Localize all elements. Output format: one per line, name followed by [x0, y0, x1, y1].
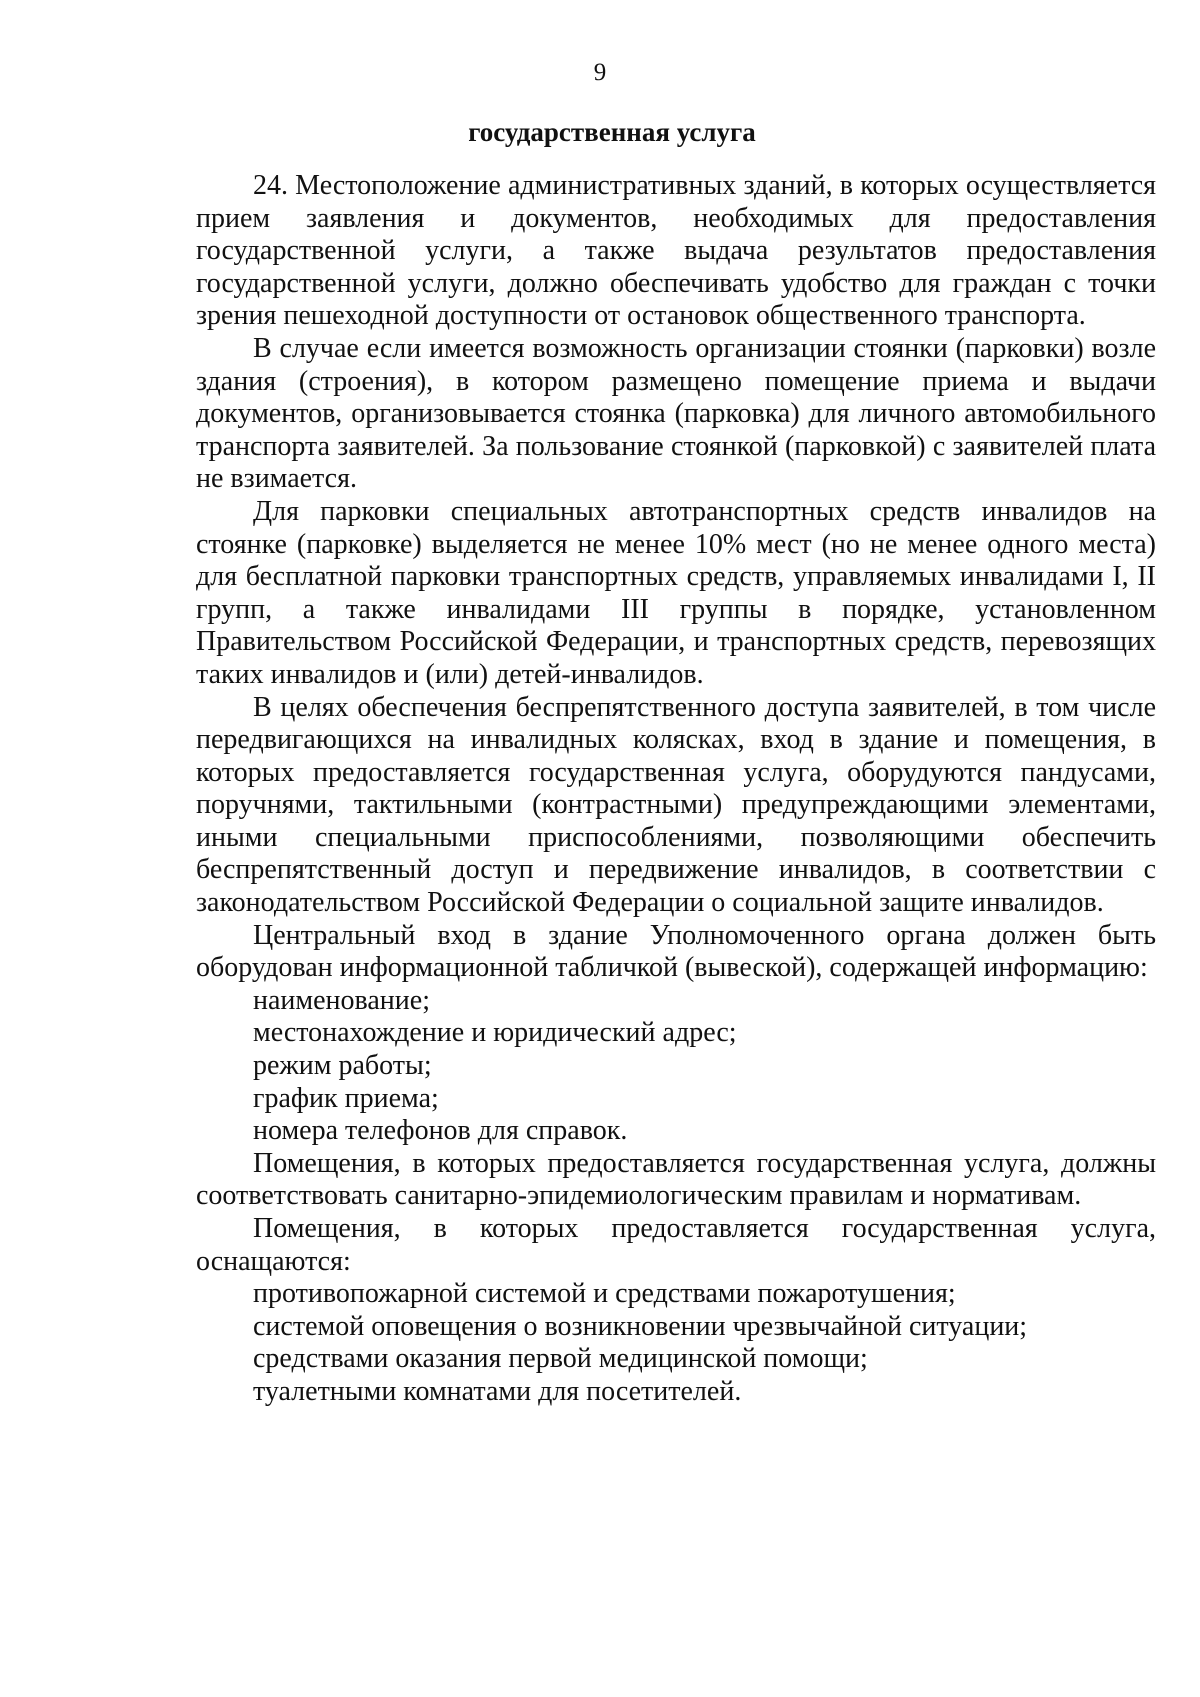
- page-number: 9: [593, 59, 607, 86]
- list-item-sign-address: местонахождение и юридический адрес;: [253, 1017, 737, 1049]
- list-item-sign-name: наименование;: [253, 984, 430, 1016]
- list-item-fire-safety: противопожарной системой и средствами пожаротушения;: [253, 1278, 956, 1310]
- paragraph-sanitary: Помещения, в которых предоставляется государственная услуга, должны соответствовать санитарно-эпидемиологическим правилам и нормативам.: [196, 1147, 1156, 1212]
- paragraph-parking: В случае если имеется возможность организации стоянки (парковки) возле здания (строения), в котором размещено помещение приема и выдачи документов, организовывается стоянка (парковка) для личного автомобильного транспорта заявителей. За пользование стоянкой (парковкой) с заявителей плата не взимается.: [196, 332, 1156, 495]
- paragraph-24-location: 24. Местоположение административных зданий, в которых осуществляется прием заявления и документов, необходимых для предоставления государственной услуги, а также выдача результатов предоставления государственной услуги, должно обеспечивать удобство для граждан с точки зрения пешеходной доступности от остановок общественного транспорта.: [196, 170, 1156, 332]
- document-body: [196, 170, 1156, 1409]
- list-item-sign-hours: режим работы;: [253, 1050, 432, 1082]
- paragraph-equipment: Помещения, в которых предоставляется государственная услуга, оснащаются:: [196, 1213, 1156, 1277]
- list-item-sign-phones: номера телефонов для справок.: [253, 1115, 628, 1147]
- paragraph-accessibility: В целях обеспечения беспрепятственного доступа заявителей, в том числе передвигающихся на инвалидных колясках, вход в здание и помещения, в которых предоставляется государственная услуга, оборудуются пандусами, поручнями, тактильными (контрастными) предупреждающими элементами, иными специальными приспособлениями, позволяющими обеспечить беспрепятственный доступ и передвижение инвалидов, в соответствии с законодательством Российской Федерации о социальной защите инвалидов.: [196, 691, 1156, 919]
- list-item-sign-schedule: график приема;: [253, 1082, 439, 1114]
- list-item-toilets: туалетными комнатами для посетителей.: [253, 1375, 742, 1407]
- paragraph-entrance-sign: Центральный вход в здание Уполномоченного органа должен быть оборудован информационной табличкой (вывеской), содержащей информацию:: [196, 919, 1156, 984]
- section-heading: государственная услуга: [468, 117, 756, 147]
- list-item-first-aid: средствами оказания первой медицинской помощи;: [253, 1343, 868, 1375]
- paragraph-disabled-parking: Для парковки специальных автотранспортных средств инвалидов на стоянке (парковке) выделяется не менее 10% мест (но не менее одного места) для бесплатной парковки транспортных средств, управляемых инвалидами I, II групп, а также инвалидами III группы в порядке, установленном Правительством Российской Федерации, и транспортных средств, перевозящих таких инвалидов и (или) детей-инвалидов.: [196, 495, 1156, 690]
- list-item-emergency-alert: системой оповещения о возникновении чрезвычайной ситуации;: [253, 1310, 1028, 1342]
